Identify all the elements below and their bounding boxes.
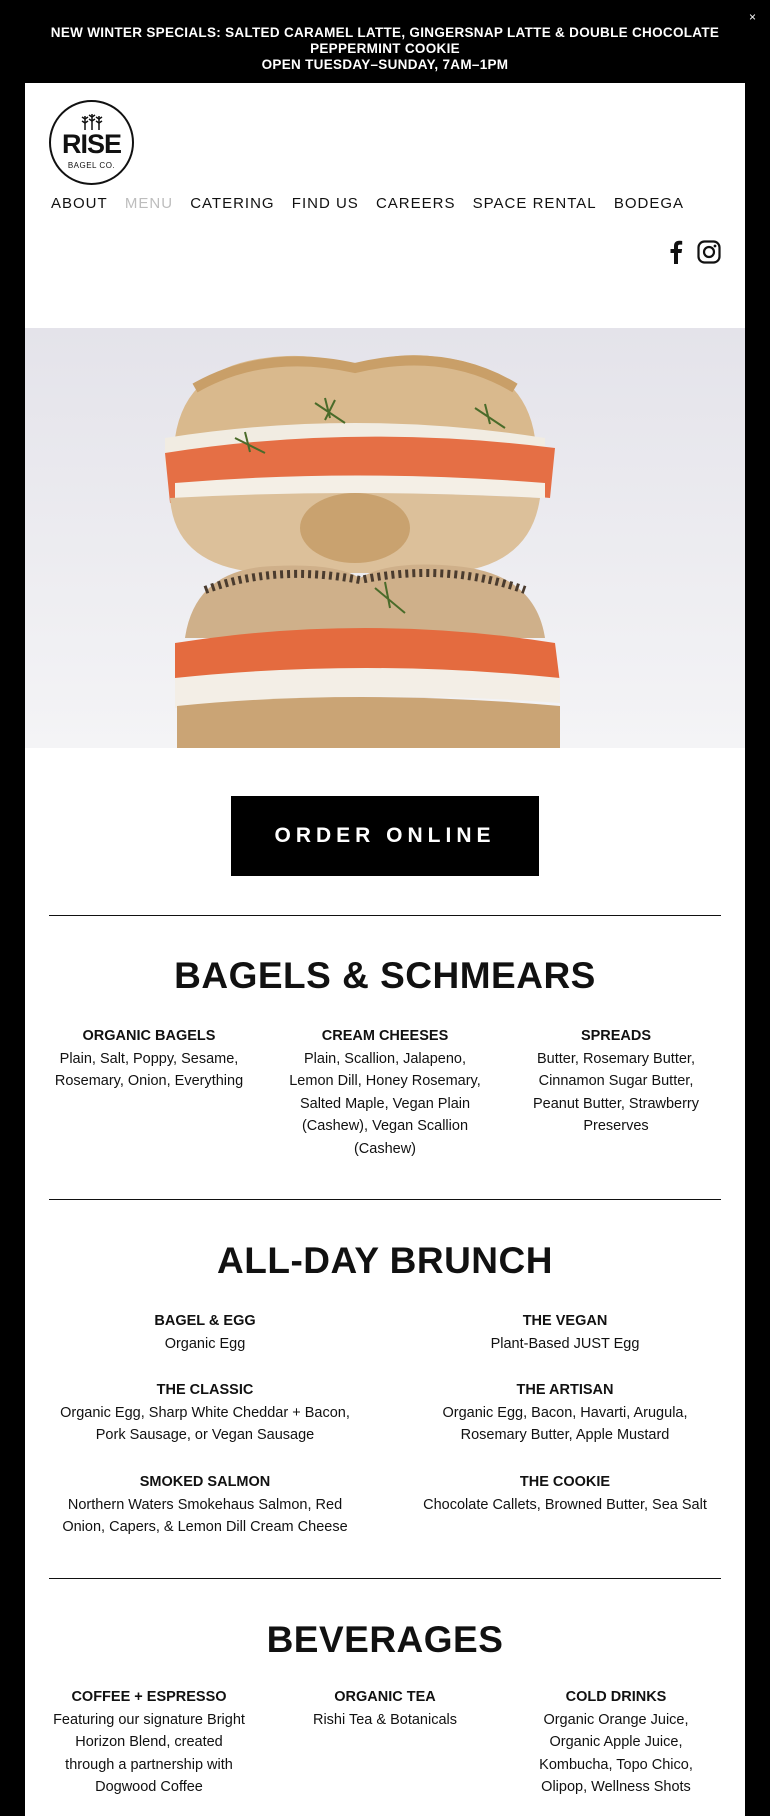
social-links <box>659 240 721 269</box>
announcement-bar <box>0 0 770 83</box>
main-nav <box>51 195 696 212</box>
close-announcement-icon[interactable]: × <box>748 10 756 24</box>
menu-item-smoked-salmon <box>49 1471 361 1539</box>
menu-item-desc: Plant-Based JUST Egg <box>490 1335 640 1352</box>
nav-bodega[interactable]: BODEGA <box>613 195 684 212</box>
menu-item-desc: Rishi Tea & Botanicals <box>312 1711 457 1728</box>
logo[interactable] <box>49 100 134 185</box>
menu-item-desc: Featuring our signature Bright Horizon Blend, created through a partnership with Dogwood Coffee <box>53 1711 245 1795</box>
logo-brand: RISE <box>61 129 122 159</box>
menu-item-heading: ORGANIC TEA <box>334 1689 436 1705</box>
menu-item-the-vegan <box>409 1310 721 1355</box>
menu-item-desc: Plain, Scallion, Jalapeno, Lemon Dill, Honey Rosemary, Salted Maple, Vegan Plain (Cashew), Vegan Scallion (Cashew) <box>289 1050 481 1157</box>
section-title-bagels: BAGELS & SCHMEARS <box>174 955 596 996</box>
menu-item-heading: THE CLASSIC <box>156 1382 254 1398</box>
menu-item-heading: THE ARTISAN <box>516 1382 614 1398</box>
hero-bagel-image <box>25 328 745 748</box>
menu-item-desc: Organic Egg, Sharp White Cheddar + Bacon, Pork Sausage, or Vegan Sausage <box>60 1404 350 1443</box>
menu-item-heading: SPREADS <box>580 1028 652 1044</box>
section-title-beverages: BEVERAGES <box>266 1619 504 1660</box>
menu-item-heading: CREAM CHEESES <box>321 1028 449 1044</box>
menu-item-desc: Plain, Salt, Poppy, Sesame, Rosemary, Onion, Everything <box>54 1050 244 1089</box>
nav-find-us[interactable]: FIND US <box>291 195 359 212</box>
nav-careers[interactable]: CAREERS <box>375 195 456 212</box>
menu-item-cold-drinks <box>525 1686 707 1799</box>
menu-item-desc: Organic Egg <box>164 1335 246 1352</box>
menu-item-desc: Organic Egg, Bacon, Havarti, Arugula, Rosemary Butter, Apple Mustard <box>442 1404 688 1443</box>
divider <box>49 1199 721 1200</box>
section-title-brunch: ALL-DAY BRUNCH <box>217 1240 553 1281</box>
facebook-icon[interactable] <box>669 240 683 264</box>
nav-menu[interactable]: MENU <box>124 195 174 212</box>
menu-item-heading: ORGANIC BAGELS <box>82 1028 216 1044</box>
menu-item-desc: Butter, Rosemary Butter, Cinnamon Sugar Butter, Peanut Butter, Strawberry Preserves <box>532 1050 700 1134</box>
instagram-icon[interactable] <box>697 240 721 264</box>
menu-item-the-cookie <box>409 1471 721 1516</box>
wheat-icon <box>81 114 103 130</box>
menu-item-desc: Northern Waters Smokehaus Salmon, Red Onion, Capers, & Lemon Dill Cream Cheese <box>62 1496 348 1535</box>
menu-item-heading: THE VEGAN <box>522 1313 608 1329</box>
menu-item-heading: SMOKED SALMON <box>139 1474 271 1490</box>
menu-item-heading: BAGEL & EGG <box>154 1313 256 1329</box>
divider <box>49 1578 721 1579</box>
nav-about[interactable]: ABOUT <box>51 195 108 212</box>
menu-item-spreads <box>525 1025 707 1138</box>
announcement-line-1: NEW WINTER SPECIALS: SALTED CARAMEL LATTE, GINGERSNAP LATTE & DOUBLE CHOCOLATE <box>50 25 720 40</box>
menu-item-the-artisan <box>409 1379 721 1447</box>
nav-space-rental[interactable]: SPACE RENTAL <box>472 195 597 212</box>
menu-item-desc: Chocolate Callets, Browned Butter, Sea Salt <box>423 1496 707 1513</box>
menu-item-organic-bagels <box>49 1025 249 1093</box>
menu-item-the-classic <box>49 1379 361 1447</box>
nav-catering[interactable]: CATERING <box>190 195 275 212</box>
menu-item-heading: COLD DRINKS <box>565 1689 667 1705</box>
order-online-button[interactable]: ORDER ONLINE <box>231 796 539 876</box>
menu-item-coffee-espresso <box>49 1686 249 1799</box>
announcement-line-3: OPEN TUESDAY–SUNDAY, 7AM–1PM <box>261 57 509 72</box>
page-content <box>25 83 745 1816</box>
divider <box>49 915 721 916</box>
logo-subtitle: BAGEL CO. <box>67 161 116 170</box>
menu-item-heading: COFFEE + ESPRESSO <box>71 1689 227 1705</box>
menu-item-organic-tea <box>281 1686 489 1731</box>
menu-item-heading: THE COOKIE <box>519 1474 611 1490</box>
menu-item-bagel-egg <box>49 1310 361 1355</box>
menu-item-desc: Organic Orange Juice, Organic Apple Juice, Kombucha, Topo Chico, Olipop, Wellness Shots <box>539 1711 693 1795</box>
announcement-line-2: PEPPERMINT COOKIE <box>310 41 460 56</box>
menu-item-cream-cheeses <box>281 1025 489 1160</box>
